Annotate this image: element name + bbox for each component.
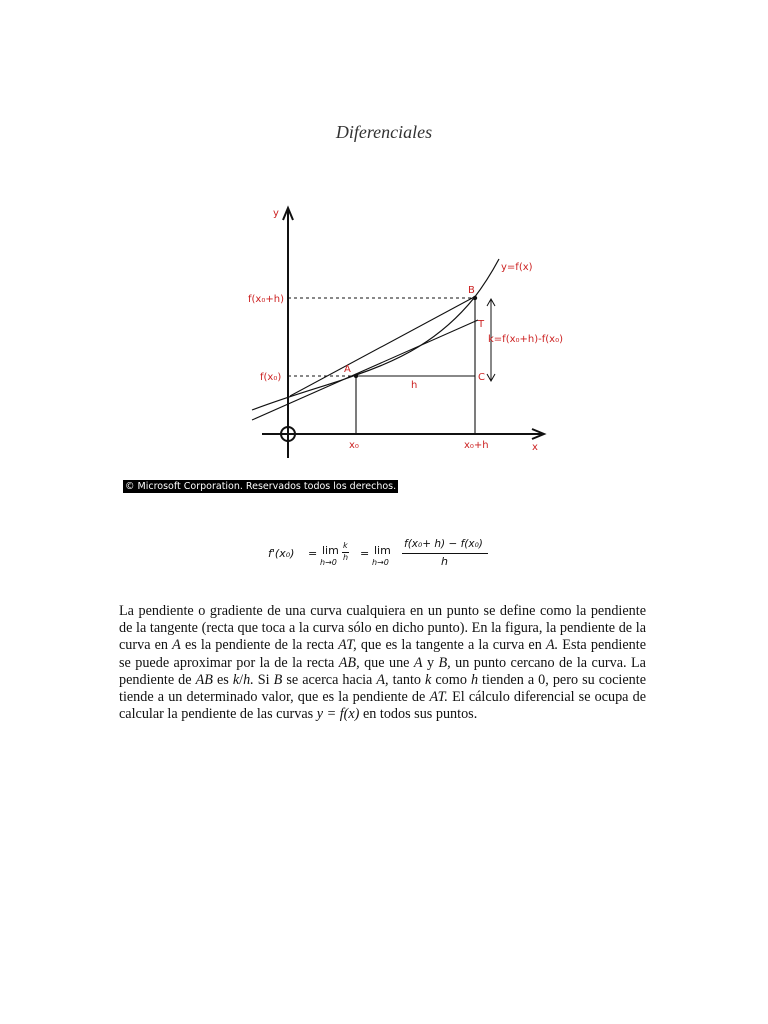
label-point-t: T [478, 319, 485, 330]
formula-frac2-den: h [441, 555, 448, 568]
document-title: Diferenciales [335, 122, 433, 142]
tangent-line-at [252, 320, 478, 420]
label-point-a: A [344, 364, 351, 375]
secant-line-ab [290, 296, 476, 396]
label-f-x0: f(x₀) [260, 372, 282, 383]
formula-sub1: h→0 [320, 558, 337, 567]
label-f-x0-h: f(x₀+h) [248, 294, 284, 305]
formula-frac1-den: h [343, 553, 349, 562]
body-paragraph: La pendiente o gradiente de una curva cualquiera en un punto se define como la pendiente de la tangente (recta que toca a la curva sólo en dicho punto). En la figura, la pendiente de la curva en A es la pendiente de la recta AT, que es la tangente a la curva en A. Esta pendiente se puede aproximar por la de la recta AB, que une A y B, un punto cercano de la curva. La pendiente de AB es k/h. Si B se acerca hacia A, tanto k como h tienden a 0, pero su cociente tiende a un determinado valor, que es la pendiente de AT. El cálculo diferencial se ocupa de calcular la pendiente de las curvas y = f(x) en todos sus puntos. [119, 603, 646, 723]
formula-eq2: = [360, 547, 370, 560]
label-x-axis: x [532, 442, 538, 453]
formula-lhs: f'(x₀) [268, 547, 295, 560]
point-b-dot [473, 296, 477, 300]
formula-frac2-bar [402, 553, 488, 554]
label-h: h [411, 380, 418, 391]
formula-lim1: lim [322, 544, 339, 557]
label-point-c: C [478, 372, 485, 383]
label-x0: x₀ [349, 440, 359, 451]
formula-sub2: h→0 [372, 558, 389, 567]
curve-fx [252, 259, 499, 410]
formula-frac1-num: k [343, 541, 348, 550]
copyright-notice: © Microsoft Corporation. Reservados todos los derechos. [125, 481, 397, 492]
point-a-dot [354, 374, 358, 378]
formula-lim2: lim [374, 544, 391, 557]
label-point-b: B [468, 285, 475, 296]
label-x0-h: x₀+h [464, 440, 489, 451]
label-curve: y=f(x) [501, 262, 533, 273]
derivative-figure [0, 0, 768, 500]
formula-frac2-num: f(x₀+ h) − f(x₀) [404, 538, 483, 550]
label-k: k=f(x₀+h)-f(x₀) [488, 334, 563, 345]
label-y-axis: y [273, 208, 279, 219]
formula-eq1: = [308, 547, 318, 560]
